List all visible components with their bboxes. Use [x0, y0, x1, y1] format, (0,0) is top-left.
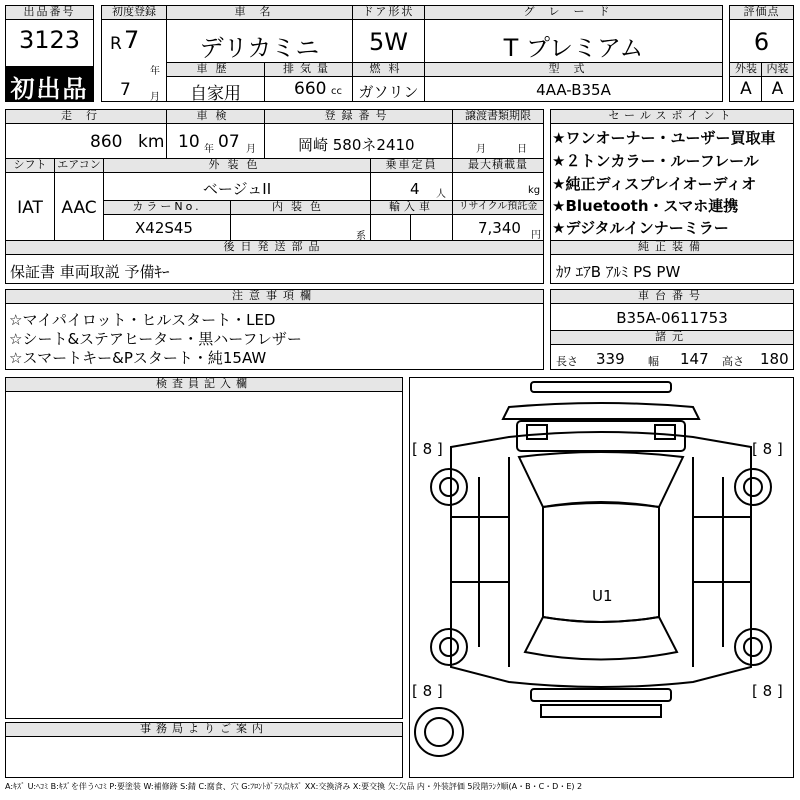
transfer-month-unit: 月	[476, 144, 486, 155]
color-no-label: カラーNo.	[132, 200, 202, 213]
sales-point-item: ★ワンオーナー・ユーザー買取車	[552, 129, 776, 147]
sales-point-item: ★デジタルインナーミラー	[552, 219, 729, 237]
notes-label: 注意事項欄	[232, 289, 317, 302]
transfer-doc-label: 譲渡書類期限	[465, 109, 531, 122]
note-item: ☆マイパイロット・ヒルスタート・LED	[9, 311, 276, 329]
shift: IAT	[17, 198, 43, 218]
sales-point-item: ★Bluetooth・スマホ連携	[552, 197, 739, 215]
car-diagram-drawing	[409, 377, 794, 778]
history-label: 車歴	[196, 62, 235, 75]
ext-color-label: 外装色	[208, 158, 266, 171]
first-reg-label: 初度登録	[112, 5, 156, 18]
displacement-label: 排気量	[283, 62, 334, 75]
inspection-year-unit: 年	[204, 144, 214, 155]
model-code: 4AA-B35A	[536, 81, 611, 99]
tire-rear-left: [ 8 ]	[412, 682, 443, 700]
width-label: 幅	[648, 355, 659, 368]
first-reg-month: 7	[120, 80, 131, 100]
grade: T プレミアム	[503, 34, 644, 62]
note-item: ☆スマートキー&Pスタート・純15AW	[9, 349, 267, 367]
grade-label: グレード	[523, 5, 624, 18]
fuel: ガソリン	[358, 83, 419, 101]
later-parts: 保証書 車両取説 予備ｷｰ	[10, 263, 170, 281]
inspection-label: 車検	[196, 109, 235, 122]
door-label: ドア形状	[362, 5, 415, 18]
tire-rear-right: [ 8 ]	[752, 682, 783, 700]
mileage-unit: km	[138, 132, 165, 152]
door-type: 5W	[369, 28, 408, 56]
height-label: 高さ	[722, 355, 744, 368]
reg-label: 登録番号	[324, 109, 393, 122]
office-label: 事務局よりご案内	[140, 722, 268, 735]
year-unit: 年	[150, 66, 160, 77]
ext-score: A	[740, 79, 752, 99]
chassis-label: 車台番号	[638, 289, 706, 302]
color-number: X42S45	[135, 219, 193, 237]
int-score-label: 内装	[766, 62, 789, 75]
fuel-label: 燃料	[369, 62, 408, 75]
lot-number: 3123	[18, 26, 81, 54]
load-label: 最大積載量	[468, 158, 528, 171]
ac: AAC	[61, 198, 97, 218]
ext-color: ベージュII	[202, 180, 272, 198]
ext-score-label: 外装	[735, 62, 757, 75]
equipment-label: 純正装備	[638, 240, 706, 253]
later-parts-label: 後日発送部品	[223, 240, 326, 253]
sales-point-item: ★純正ディスプレイオーディオ	[552, 175, 757, 193]
inspector-label: 検査員記入欄	[156, 377, 252, 390]
reg-number: 岡崎 580ネ2410	[298, 136, 415, 154]
chassis-number: B35A-0611753	[616, 309, 728, 327]
note-item: ☆シート&ステアヒーター・黒ハーフレザー	[9, 330, 302, 348]
history: 自家用	[190, 84, 241, 104]
capacity: 4	[410, 180, 420, 198]
height-value: 180	[760, 350, 789, 368]
transfer-day-unit: 日	[517, 144, 527, 155]
score-label: 評価点	[743, 5, 780, 18]
era: R	[110, 34, 122, 54]
inspection-month: 07	[218, 132, 240, 152]
spec-label: 諸元	[655, 330, 689, 343]
int-color-label: 内装色	[272, 200, 329, 213]
first-reg-year: 7	[124, 26, 140, 54]
displacement: 660	[294, 79, 327, 99]
car-name: デリカミニ	[199, 34, 320, 62]
int-score: A	[771, 79, 784, 99]
displacement-unit: cc	[331, 86, 342, 97]
model-label: 型式	[548, 62, 599, 75]
length-label: 長さ	[556, 355, 578, 368]
inspector-section	[5, 377, 403, 719]
int-color-unit: 系	[356, 231, 366, 242]
tire-front-right: [ 8 ]	[752, 440, 783, 458]
legend: A:ｷｽﾞ U:ﾍｺﾐ B:ｷｽﾞを伴うﾍｺﾐ P:要塗装 W:補修跡 S:錆 C:腐食、穴 G:ﾌﾛﾝﾄｶﾞﾗｽ点ｷｽﾞ XX:交換済み X:要交換 欠:欠品 内・外装評価 5段階ﾗﾝｸ順(A・B・C・D・E) 2	[5, 782, 583, 791]
overall-score: 6	[753, 28, 770, 56]
car-name-label: 車名	[234, 5, 285, 18]
inspection-year: 10	[178, 132, 200, 152]
import-label: 輸入車	[389, 200, 434, 213]
recycle-label: リサイクル預託金	[458, 201, 538, 212]
sales-points-label: セールスポイント	[608, 109, 736, 122]
inspection-month-unit: 月	[246, 144, 256, 155]
damage-mark: U1	[592, 587, 613, 605]
recycle-unit: 円	[531, 230, 541, 241]
shift-label: シフト	[13, 158, 47, 171]
mileage-label: 走行	[61, 109, 111, 122]
equipment: ｶﾜ ｴｱB ｱﾙﾐ PS PW	[556, 263, 681, 281]
length-value: 339	[596, 350, 625, 368]
ac-label: エアコン	[57, 158, 101, 171]
width-value: 147	[680, 350, 709, 368]
recycle-fee: 7,340	[478, 219, 521, 237]
first-listing-text: 初出品	[10, 75, 89, 103]
sales-point-item: ★２トンカラー・ルーフレール	[552, 152, 759, 170]
load-unit: kg	[528, 185, 541, 196]
mileage: 860	[90, 132, 123, 152]
lot-number-label: 出品番号	[23, 5, 76, 18]
capacity-label: 乗車定員	[385, 158, 438, 171]
tire-front-left: [ 8 ]	[412, 440, 443, 458]
month-unit: 月	[150, 92, 160, 103]
capacity-unit: 人	[436, 189, 446, 200]
